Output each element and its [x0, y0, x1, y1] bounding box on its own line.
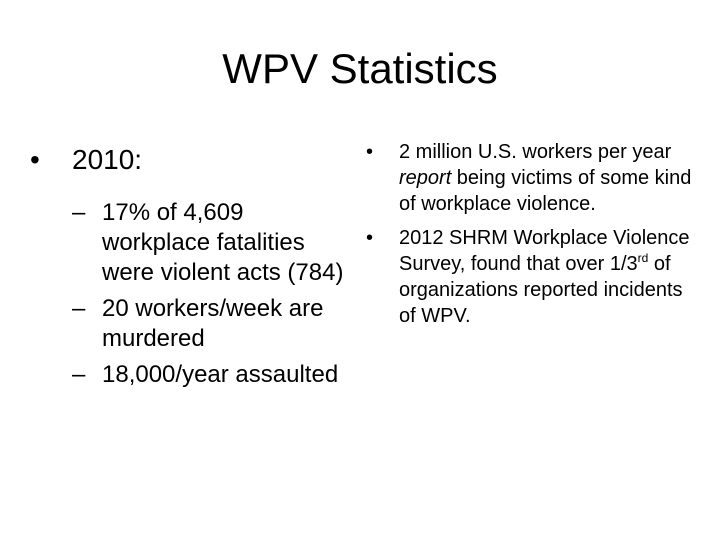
- bullet-shrm-text-start: 2012 SHRM Workplace Violence Survey, found that over 1/3: [399, 227, 690, 275]
- bullet-shrm-superscript: rd: [637, 251, 649, 265]
- bullet-shrm-text-end: of organizations reported incidents of WPV.: [399, 253, 683, 327]
- sub-bullet-list: [30, 198, 350, 390]
- dash-glyph: –: [72, 295, 86, 322]
- bullet-glyph: •: [366, 141, 374, 163]
- bullet-victims-text-end: being victims of some kind of workplace violence.: [399, 167, 692, 215]
- dash-glyph: –: [72, 361, 86, 388]
- dash-glyph: –: [72, 199, 86, 226]
- bullet-victims-emphasis: report: [399, 167, 452, 189]
- sub-bullet-fatalities-text: 17% of 4,609 workplace fatalities were violent acts (784): [102, 199, 344, 286]
- sub-bullet-assaulted-text: 18,000/year assaulted: [102, 361, 339, 388]
- bullet-2010: [30, 140, 350, 180]
- sub-bullet-assaulted: [30, 360, 350, 390]
- left-column: [30, 140, 350, 390]
- sub-bullet-fatalities: [30, 198, 350, 288]
- bullet-glyph: •: [30, 144, 40, 175]
- right-column: [362, 139, 692, 329]
- bullet-victims: [362, 139, 692, 217]
- sub-bullet-murdered: [30, 294, 350, 354]
- bullet-glyph: •: [366, 227, 374, 249]
- slide-title: WPV Statistics: [222, 45, 498, 92]
- bullet-2010-label: 2010:: [72, 144, 143, 175]
- bullet-shrm-survey: [362, 225, 692, 329]
- bullet-victims-text-start: 2 million U.S. workers per year: [399, 141, 672, 163]
- sub-bullet-murdered-text: 20 workers/week are murdered: [102, 295, 324, 352]
